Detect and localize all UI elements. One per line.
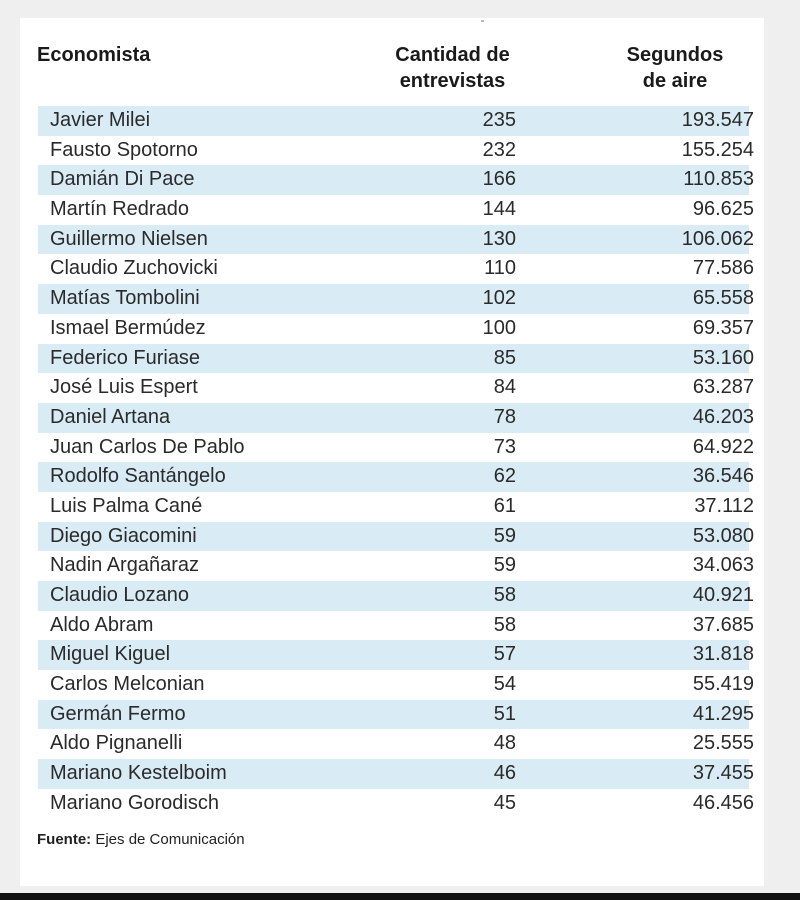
economist-name-cell: Javier Milei [50, 109, 151, 131]
table-row [38, 492, 754, 522]
economist-name-cell: Aldo Abram [50, 613, 154, 636]
table-row [38, 433, 754, 463]
table-row [38, 640, 754, 670]
interview-count-cell: 57 [493, 643, 516, 666]
table-row [38, 729, 754, 759]
economist-name-cell: Aldo Pignanelli [50, 732, 183, 755]
economist-name-cell: Mariano Gorodisch [50, 791, 219, 814]
table-row [38, 522, 754, 552]
interview-count-cell: 85 [493, 346, 516, 369]
header-segundos-aire [605, 42, 745, 94]
interview-count-cell: 54 [493, 673, 516, 696]
economist-name-cell: Carlos Melconian [50, 673, 205, 696]
interview-count-cell: 144 [482, 198, 516, 221]
economist-name-cell: Guillermo Nielsen [50, 227, 208, 250]
airtime-seconds-cell: 155.254 [681, 138, 754, 161]
table-body [38, 106, 754, 819]
airtime-seconds-cell: 77.586 [692, 257, 754, 280]
interview-count-cell: 78 [493, 405, 516, 428]
economist-name-cell: Nadin Argañaraz [50, 554, 199, 577]
economist-name-cell: Claudio Lozano [50, 584, 189, 606]
economist-name-cell: Federico Furiase [50, 346, 201, 369]
header-cantidad-line1: Cantidad de [395, 44, 510, 66]
economist-name-cell: José Luis Espert [50, 376, 198, 399]
table-row [38, 106, 754, 136]
source-note [37, 830, 245, 850]
economist-name-cell: Mariano Kestelboim [50, 762, 227, 785]
economist-name-cell: Juan Carlos De Pablo [50, 435, 245, 458]
economist-name-cell: Rodolfo Santángelo [50, 465, 226, 488]
interview-count-cell: 130 [482, 227, 516, 250]
interview-count-cell: 166 [482, 168, 516, 191]
table-row [38, 136, 754, 166]
economist-name-cell: Matías Tombolini [50, 287, 200, 310]
interview-count-cell: 51 [493, 702, 516, 725]
table-row [38, 462, 754, 492]
economist-name-cell: Luis Palma Cané [50, 494, 203, 517]
table-row [38, 581, 754, 611]
airtime-seconds-cell: 37.112 [694, 494, 754, 517]
airtime-seconds-cell: 36.546 [692, 465, 754, 488]
header-segundos-line1: Segundos [626, 44, 724, 66]
table-row [38, 344, 754, 374]
economist-name-cell: Claudio Zuchovicki [50, 257, 218, 280]
airtime-seconds-cell: 37.455 [692, 762, 754, 785]
economist-name-cell: Diego Giacomini [50, 524, 197, 547]
table-row [38, 254, 754, 284]
interview-count-cell: 58 [493, 613, 516, 636]
interview-count-cell: 58 [493, 584, 516, 606]
airtime-seconds-cell: 110.853 [683, 168, 754, 191]
table-row [38, 403, 754, 433]
bottom-bar [0, 893, 800, 900]
economist-name-cell: Fausto Spotorno [50, 138, 198, 161]
header-economista-label: Economista [37, 44, 151, 66]
airtime-seconds-cell: 53.080 [692, 524, 754, 547]
source-text: Ejes de Comunicación [95, 831, 245, 848]
interview-count-cell: 59 [493, 554, 516, 577]
airtime-seconds-cell: 31.818 [692, 643, 754, 666]
airtime-seconds-cell: 106.062 [681, 227, 754, 250]
table-row [38, 165, 754, 195]
interview-count-cell: 110 [484, 257, 516, 280]
airtime-seconds-cell: 46.203 [692, 405, 754, 428]
table-row [38, 314, 754, 344]
airtime-seconds-cell: 65.558 [692, 287, 754, 310]
airtime-seconds-cell: 193.547 [681, 109, 754, 131]
airtime-seconds-cell: 46.456 [692, 791, 754, 814]
table-row [38, 284, 754, 314]
airtime-seconds-cell: 40.921 [692, 584, 754, 606]
table-row [38, 670, 754, 700]
economist-name-cell: Ismael Bermúdez [50, 316, 206, 339]
interview-count-cell: 84 [493, 376, 516, 399]
airtime-seconds-cell: 64.922 [692, 435, 754, 458]
scan-mark [481, 20, 484, 22]
airtime-seconds-cell: 63.287 [692, 376, 754, 399]
airtime-seconds-cell: 34.063 [692, 554, 754, 577]
table-row [38, 195, 754, 225]
economist-name-cell: Miguel Kiguel [50, 643, 171, 666]
interview-count-cell: 45 [493, 791, 516, 814]
interview-count-cell: 62 [493, 465, 516, 488]
interview-count-cell: 235 [482, 109, 516, 131]
interview-count-cell: 100 [482, 316, 516, 339]
airtime-seconds-cell: 53.160 [692, 346, 754, 369]
airtime-seconds-cell: 55.419 [692, 673, 754, 696]
table-row [38, 373, 754, 403]
airtime-seconds-cell: 69.357 [692, 316, 754, 339]
interview-count-cell: 46 [493, 762, 516, 785]
table-row [38, 225, 754, 255]
airtime-seconds-cell: 25.555 [692, 732, 754, 755]
header-economista [37, 42, 150, 68]
interview-count-cell: 59 [493, 524, 516, 547]
table-row [38, 759, 754, 789]
economist-name-cell: Germán Fermo [50, 702, 186, 725]
airtime-seconds-cell: 96.625 [692, 198, 754, 221]
table-row [38, 700, 754, 730]
airtime-seconds-cell: 37.685 [692, 613, 754, 636]
airtime-seconds-cell: 41.295 [692, 702, 754, 725]
interview-count-cell: 232 [482, 138, 516, 161]
interview-count-cell: 73 [493, 435, 516, 458]
interview-count-cell: 102 [482, 287, 516, 310]
economist-name-cell: Martín Redrado [50, 198, 189, 221]
header-segundos-line2: de aire [642, 70, 708, 92]
table-row [38, 789, 754, 819]
header-cantidad-line2: entrevistas [399, 70, 506, 92]
table-row [38, 551, 754, 581]
header-cantidad-entrevistas [370, 42, 535, 94]
interview-count-cell: 61 [493, 494, 516, 517]
economist-name-cell: Damián Di Pace [50, 168, 195, 191]
economist-name-cell: Daniel Artana [50, 405, 171, 428]
interview-count-cell: 48 [493, 732, 516, 755]
source-label: Fuente: [37, 831, 92, 848]
table-row [38, 611, 754, 641]
